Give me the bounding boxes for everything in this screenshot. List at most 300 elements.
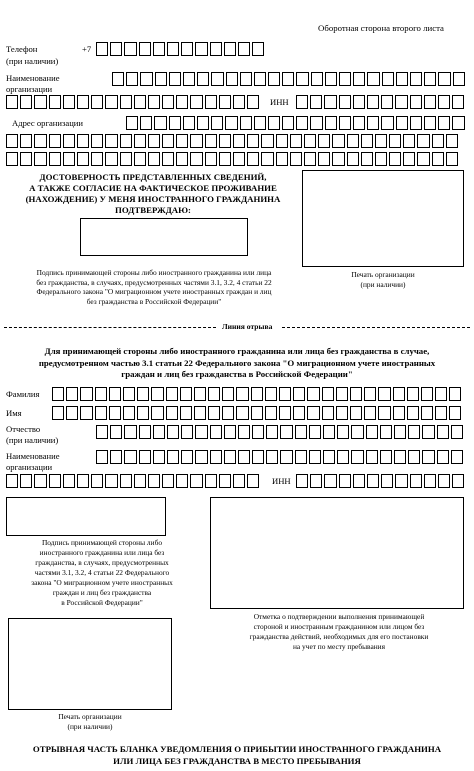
char-cell[interactable] <box>225 116 237 130</box>
char-cell[interactable] <box>347 134 359 148</box>
org-address-field-row-1[interactable] <box>126 116 467 130</box>
char-cell[interactable] <box>323 450 335 464</box>
char-cell[interactable] <box>110 42 122 56</box>
char-cell[interactable] <box>34 152 46 166</box>
char-cell[interactable] <box>208 406 220 420</box>
char-cell[interactable] <box>351 450 363 464</box>
section2-inn-field[interactable] <box>296 474 466 488</box>
char-cell[interactable] <box>378 406 390 420</box>
char-cell[interactable] <box>20 474 32 488</box>
char-cell[interactable] <box>282 72 294 86</box>
char-cell[interactable] <box>367 474 379 488</box>
char-cell[interactable] <box>167 425 179 439</box>
char-cell[interactable] <box>254 72 266 86</box>
char-cell[interactable] <box>205 474 217 488</box>
char-cell[interactable] <box>211 116 223 130</box>
char-cell[interactable] <box>353 72 365 86</box>
char-cell[interactable] <box>394 450 406 464</box>
char-cell[interactable] <box>210 450 222 464</box>
surname-field[interactable] <box>52 387 463 401</box>
char-cell[interactable] <box>180 406 192 420</box>
char-cell[interactable] <box>139 450 151 464</box>
char-cell[interactable] <box>265 387 277 401</box>
char-cell[interactable] <box>219 134 231 148</box>
char-cell[interactable] <box>233 152 245 166</box>
char-cell[interactable] <box>361 134 373 148</box>
char-cell[interactable] <box>332 152 344 166</box>
char-cell[interactable] <box>279 406 291 420</box>
char-cell[interactable] <box>438 116 450 130</box>
char-cell[interactable] <box>424 95 436 109</box>
char-cell[interactable] <box>438 474 450 488</box>
char-cell[interactable] <box>134 134 146 148</box>
char-cell[interactable] <box>351 425 363 439</box>
char-cell[interactable] <box>91 474 103 488</box>
char-cell[interactable] <box>169 116 181 130</box>
char-cell[interactable] <box>424 474 436 488</box>
section2-org-name-field-row-2[interactable] <box>6 474 261 488</box>
char-cell[interactable] <box>77 474 89 488</box>
char-cell[interactable] <box>446 134 458 148</box>
char-cell[interactable] <box>162 95 174 109</box>
char-cell[interactable] <box>195 425 207 439</box>
char-cell[interactable] <box>375 134 387 148</box>
char-cell[interactable] <box>266 425 278 439</box>
char-cell[interactable] <box>366 425 378 439</box>
char-cell[interactable] <box>380 425 392 439</box>
char-cell[interactable] <box>417 152 429 166</box>
char-cell[interactable] <box>350 387 362 401</box>
char-cell[interactable] <box>421 406 433 420</box>
char-cell[interactable] <box>80 406 92 420</box>
char-cell[interactable] <box>453 72 465 86</box>
char-cell[interactable] <box>381 474 393 488</box>
char-cell[interactable] <box>238 425 250 439</box>
char-cell[interactable] <box>124 425 136 439</box>
char-cell[interactable] <box>311 72 323 86</box>
char-cell[interactable] <box>139 42 151 56</box>
char-cell[interactable] <box>318 152 330 166</box>
char-cell[interactable] <box>307 387 319 401</box>
char-cell[interactable] <box>120 95 132 109</box>
char-cell[interactable] <box>6 134 18 148</box>
char-cell[interactable] <box>293 387 305 401</box>
org-address-field-row-2[interactable] <box>6 134 460 148</box>
char-cell[interactable] <box>197 116 209 130</box>
char-cell[interactable] <box>309 425 321 439</box>
section2-signature-box[interactable] <box>6 497 166 536</box>
char-cell[interactable] <box>151 387 163 401</box>
char-cell[interactable] <box>52 387 64 401</box>
char-cell[interactable] <box>190 474 202 488</box>
char-cell[interactable] <box>153 425 165 439</box>
char-cell[interactable] <box>63 134 75 148</box>
char-cell[interactable] <box>124 450 136 464</box>
char-cell[interactable] <box>126 72 138 86</box>
char-cell[interactable] <box>162 474 174 488</box>
char-cell[interactable] <box>151 406 163 420</box>
char-cell[interactable] <box>393 406 405 420</box>
char-cell[interactable] <box>148 134 160 148</box>
char-cell[interactable] <box>219 95 231 109</box>
char-cell[interactable] <box>293 406 305 420</box>
char-cell[interactable] <box>304 152 316 166</box>
char-cell[interactable] <box>452 95 464 109</box>
char-cell[interactable] <box>353 95 365 109</box>
char-cell[interactable] <box>208 387 220 401</box>
char-cell[interactable] <box>295 425 307 439</box>
char-cell[interactable] <box>251 406 263 420</box>
char-cell[interactable] <box>222 406 234 420</box>
char-cell[interactable] <box>233 134 245 148</box>
org-name-field-row-2[interactable] <box>6 95 261 109</box>
patronymic-field[interactable] <box>96 425 465 439</box>
char-cell[interactable] <box>49 474 61 488</box>
char-cell[interactable] <box>290 134 302 148</box>
char-cell[interactable] <box>153 450 165 464</box>
char-cell[interactable] <box>137 406 149 420</box>
char-cell[interactable] <box>268 72 280 86</box>
char-cell[interactable] <box>307 406 319 420</box>
char-cell[interactable] <box>318 134 330 148</box>
char-cell[interactable] <box>364 406 376 420</box>
char-cell[interactable] <box>252 425 264 439</box>
char-cell[interactable] <box>296 116 308 130</box>
char-cell[interactable] <box>176 152 188 166</box>
char-cell[interactable] <box>435 387 447 401</box>
char-cell[interactable] <box>254 116 266 130</box>
char-cell[interactable] <box>421 387 433 401</box>
char-cell[interactable] <box>219 474 231 488</box>
char-cell[interactable] <box>166 406 178 420</box>
char-cell[interactable] <box>424 72 436 86</box>
char-cell[interactable] <box>375 152 387 166</box>
char-cell[interactable] <box>393 387 405 401</box>
char-cell[interactable] <box>332 134 344 148</box>
char-cell[interactable] <box>162 134 174 148</box>
char-cell[interactable] <box>167 450 179 464</box>
char-cell[interactable] <box>395 474 407 488</box>
char-cell[interactable] <box>49 134 61 148</box>
char-cell[interactable] <box>105 134 117 148</box>
phone-field[interactable] <box>96 42 266 56</box>
registration-mark-box[interactable] <box>210 497 464 609</box>
char-cell[interactable] <box>20 134 32 148</box>
char-cell[interactable] <box>211 72 223 86</box>
char-cell[interactable] <box>435 406 447 420</box>
char-cell[interactable] <box>210 425 222 439</box>
char-cell[interactable] <box>77 152 89 166</box>
char-cell[interactable] <box>361 152 373 166</box>
char-cell[interactable] <box>34 134 46 148</box>
char-cell[interactable] <box>219 152 231 166</box>
char-cell[interactable] <box>162 152 174 166</box>
char-cell[interactable] <box>233 474 245 488</box>
char-cell[interactable] <box>240 72 252 86</box>
char-cell[interactable] <box>438 95 450 109</box>
char-cell[interactable] <box>438 72 450 86</box>
char-cell[interactable] <box>424 116 436 130</box>
char-cell[interactable] <box>407 387 419 401</box>
char-cell[interactable] <box>381 116 393 130</box>
char-cell[interactable] <box>20 95 32 109</box>
char-cell[interactable] <box>252 450 264 464</box>
char-cell[interactable] <box>110 450 122 464</box>
char-cell[interactable] <box>63 474 75 488</box>
char-cell[interactable] <box>120 474 132 488</box>
char-cell[interactable] <box>91 95 103 109</box>
char-cell[interactable] <box>210 42 222 56</box>
char-cell[interactable] <box>261 134 273 148</box>
char-cell[interactable] <box>252 42 264 56</box>
name-field[interactable] <box>52 406 463 420</box>
char-cell[interactable] <box>322 406 334 420</box>
char-cell[interactable] <box>66 387 78 401</box>
char-cell[interactable] <box>236 387 248 401</box>
char-cell[interactable] <box>266 450 278 464</box>
char-cell[interactable] <box>410 474 422 488</box>
char-cell[interactable] <box>6 95 18 109</box>
char-cell[interactable] <box>167 42 179 56</box>
char-cell[interactable] <box>449 406 461 420</box>
char-cell[interactable] <box>80 387 92 401</box>
char-cell[interactable] <box>238 42 250 56</box>
char-cell[interactable] <box>224 425 236 439</box>
char-cell[interactable] <box>367 72 379 86</box>
org-address-field-row-3[interactable] <box>6 152 460 166</box>
char-cell[interactable] <box>396 116 408 130</box>
char-cell[interactable] <box>449 387 461 401</box>
char-cell[interactable] <box>279 387 291 401</box>
char-cell[interactable] <box>437 425 449 439</box>
char-cell[interactable] <box>63 152 75 166</box>
char-cell[interactable] <box>410 95 422 109</box>
char-cell[interactable] <box>126 116 138 130</box>
char-cell[interactable] <box>265 406 277 420</box>
char-cell[interactable] <box>410 116 422 130</box>
char-cell[interactable] <box>148 474 160 488</box>
char-cell[interactable] <box>396 72 408 86</box>
char-cell[interactable] <box>63 95 75 109</box>
char-cell[interactable] <box>367 95 379 109</box>
char-cell[interactable] <box>261 152 273 166</box>
char-cell[interactable] <box>324 95 336 109</box>
char-cell[interactable] <box>290 152 302 166</box>
char-cell[interactable] <box>137 387 149 401</box>
char-cell[interactable] <box>166 387 178 401</box>
char-cell[interactable] <box>310 116 322 130</box>
char-cell[interactable] <box>347 152 359 166</box>
char-cell[interactable] <box>120 152 132 166</box>
char-cell[interactable] <box>323 425 335 439</box>
char-cell[interactable] <box>109 387 121 401</box>
char-cell[interactable] <box>109 406 121 420</box>
char-cell[interactable] <box>339 95 351 109</box>
org-name-field-row-1[interactable] <box>112 72 467 86</box>
char-cell[interactable] <box>134 474 146 488</box>
char-cell[interactable] <box>181 425 193 439</box>
char-cell[interactable] <box>238 450 250 464</box>
char-cell[interactable] <box>381 95 393 109</box>
char-cell[interactable] <box>176 474 188 488</box>
char-cell[interactable] <box>324 474 336 488</box>
char-cell[interactable] <box>394 425 406 439</box>
char-cell[interactable] <box>451 425 463 439</box>
char-cell[interactable] <box>364 387 376 401</box>
char-cell[interactable] <box>77 134 89 148</box>
char-cell[interactable] <box>240 116 252 130</box>
char-cell[interactable] <box>190 134 202 148</box>
char-cell[interactable] <box>194 387 206 401</box>
char-cell[interactable] <box>403 134 415 148</box>
char-cell[interactable] <box>190 152 202 166</box>
char-cell[interactable] <box>452 116 464 130</box>
char-cell[interactable] <box>408 450 420 464</box>
signature-box[interactable] <box>80 218 248 256</box>
char-cell[interactable] <box>95 387 107 401</box>
char-cell[interactable] <box>366 450 378 464</box>
char-cell[interactable] <box>91 134 103 148</box>
char-cell[interactable] <box>95 406 107 420</box>
char-cell[interactable] <box>153 42 165 56</box>
char-cell[interactable] <box>49 152 61 166</box>
char-cell[interactable] <box>148 152 160 166</box>
char-cell[interactable] <box>112 72 124 86</box>
char-cell[interactable] <box>268 116 280 130</box>
char-cell[interactable] <box>296 95 308 109</box>
char-cell[interactable] <box>337 450 349 464</box>
char-cell[interactable] <box>34 474 46 488</box>
char-cell[interactable] <box>304 134 316 148</box>
char-cell[interactable] <box>395 95 407 109</box>
char-cell[interactable] <box>205 95 217 109</box>
char-cell[interactable] <box>140 116 152 130</box>
char-cell[interactable] <box>446 152 458 166</box>
char-cell[interactable] <box>124 42 136 56</box>
char-cell[interactable] <box>437 450 449 464</box>
char-cell[interactable] <box>6 474 18 488</box>
char-cell[interactable] <box>251 387 263 401</box>
char-cell[interactable] <box>155 72 167 86</box>
stamp-box[interactable] <box>302 170 464 267</box>
char-cell[interactable] <box>96 42 108 56</box>
char-cell[interactable] <box>422 450 434 464</box>
char-cell[interactable] <box>403 152 415 166</box>
char-cell[interactable] <box>181 450 193 464</box>
char-cell[interactable] <box>339 474 351 488</box>
char-cell[interactable] <box>310 95 322 109</box>
char-cell[interactable] <box>140 72 152 86</box>
char-cell[interactable] <box>276 134 288 148</box>
char-cell[interactable] <box>169 72 181 86</box>
char-cell[interactable] <box>451 450 463 464</box>
char-cell[interactable] <box>181 42 193 56</box>
char-cell[interactable] <box>410 72 422 86</box>
char-cell[interactable] <box>325 116 337 130</box>
char-cell[interactable] <box>134 95 146 109</box>
char-cell[interactable] <box>309 450 321 464</box>
char-cell[interactable] <box>105 474 117 488</box>
char-cell[interactable] <box>190 95 202 109</box>
char-cell[interactable] <box>180 387 192 401</box>
char-cell[interactable] <box>247 95 259 109</box>
char-cell[interactable] <box>105 152 117 166</box>
char-cell[interactable] <box>367 116 379 130</box>
char-cell[interactable] <box>91 152 103 166</box>
char-cell[interactable] <box>353 116 365 130</box>
char-cell[interactable] <box>280 450 292 464</box>
char-cell[interactable] <box>233 95 245 109</box>
char-cell[interactable] <box>224 42 236 56</box>
char-cell[interactable] <box>34 95 46 109</box>
char-cell[interactable] <box>222 387 234 401</box>
char-cell[interactable] <box>154 116 166 130</box>
char-cell[interactable] <box>282 116 294 130</box>
char-cell[interactable] <box>52 406 64 420</box>
char-cell[interactable] <box>247 134 259 148</box>
char-cell[interactable] <box>183 116 195 130</box>
char-cell[interactable] <box>49 95 61 109</box>
char-cell[interactable] <box>295 450 307 464</box>
char-cell[interactable] <box>389 134 401 148</box>
char-cell[interactable] <box>407 406 419 420</box>
section2-stamp-box[interactable] <box>8 618 172 710</box>
char-cell[interactable] <box>389 152 401 166</box>
char-cell[interactable] <box>226 72 238 86</box>
char-cell[interactable] <box>378 387 390 401</box>
char-cell[interactable] <box>296 474 308 488</box>
char-cell[interactable] <box>247 474 259 488</box>
char-cell[interactable] <box>195 450 207 464</box>
char-cell[interactable] <box>96 425 108 439</box>
char-cell[interactable] <box>422 425 434 439</box>
char-cell[interactable] <box>183 72 195 86</box>
char-cell[interactable] <box>380 450 392 464</box>
char-cell[interactable] <box>123 387 135 401</box>
char-cell[interactable] <box>176 134 188 148</box>
char-cell[interactable] <box>66 406 78 420</box>
char-cell[interactable] <box>110 425 122 439</box>
char-cell[interactable] <box>296 72 308 86</box>
char-cell[interactable] <box>176 95 188 109</box>
char-cell[interactable] <box>452 474 464 488</box>
char-cell[interactable] <box>194 406 206 420</box>
char-cell[interactable] <box>322 387 334 401</box>
char-cell[interactable] <box>432 152 444 166</box>
char-cell[interactable] <box>353 474 365 488</box>
char-cell[interactable] <box>236 406 248 420</box>
char-cell[interactable] <box>139 425 151 439</box>
char-cell[interactable] <box>224 450 236 464</box>
char-cell[interactable] <box>350 406 362 420</box>
char-cell[interactable] <box>205 152 217 166</box>
char-cell[interactable] <box>195 42 207 56</box>
char-cell[interactable] <box>120 134 132 148</box>
char-cell[interactable] <box>276 152 288 166</box>
char-cell[interactable] <box>205 134 217 148</box>
char-cell[interactable] <box>247 152 259 166</box>
char-cell[interactable] <box>337 425 349 439</box>
char-cell[interactable] <box>77 95 89 109</box>
char-cell[interactable] <box>134 152 146 166</box>
char-cell[interactable] <box>432 134 444 148</box>
char-cell[interactable] <box>280 425 292 439</box>
char-cell[interactable] <box>382 72 394 86</box>
char-cell[interactable] <box>339 116 351 130</box>
char-cell[interactable] <box>408 425 420 439</box>
char-cell[interactable] <box>105 95 117 109</box>
char-cell[interactable] <box>96 450 108 464</box>
